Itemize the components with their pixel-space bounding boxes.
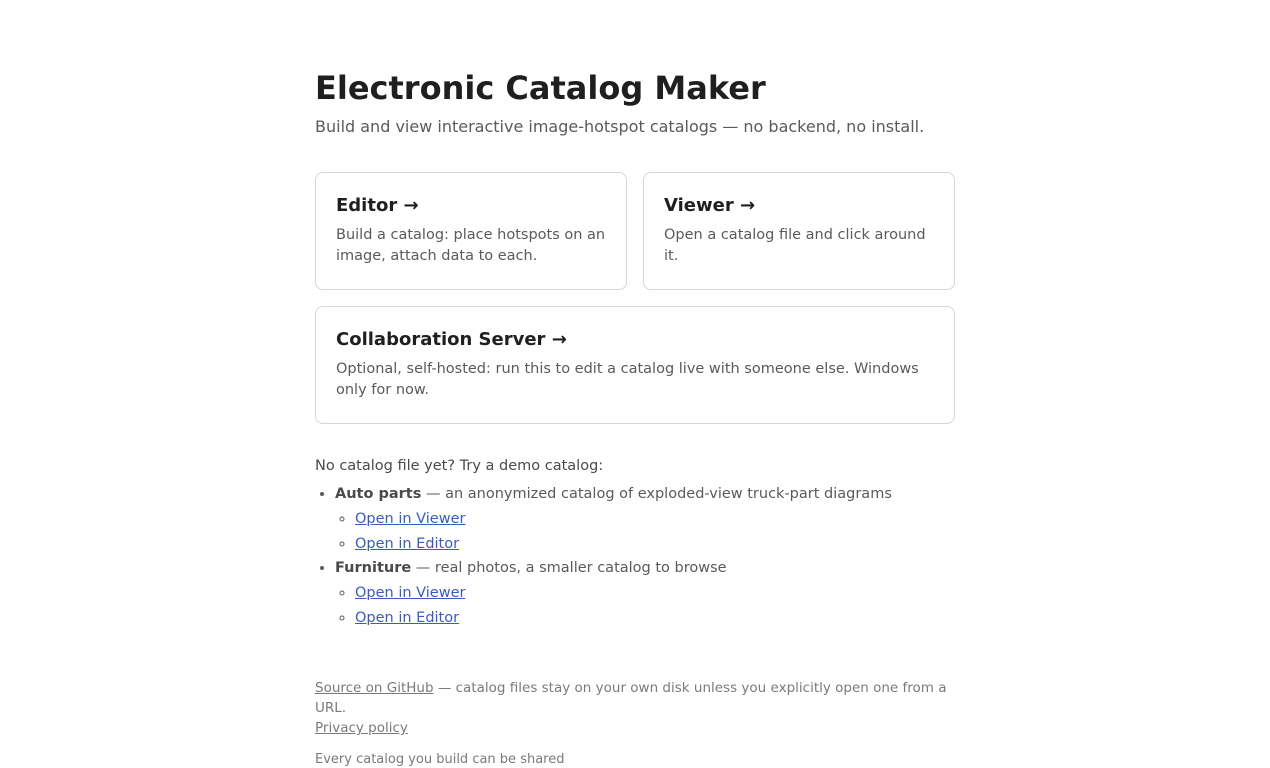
- editor-card-title: Editor →: [336, 195, 419, 216]
- list-item: [355, 583, 955, 603]
- collaboration-server-card[interactable]: [315, 306, 955, 424]
- collaboration-server-card-title: Collaboration Server →: [336, 329, 567, 350]
- furniture-open-viewer-link[interactable]: Open in Viewer: [355, 585, 466, 601]
- demo-list: [315, 484, 955, 628]
- demo-item-auto-parts: [335, 484, 955, 554]
- demo-description: — real photos, a smaller catalog to browse: [411, 560, 727, 576]
- auto-parts-open-editor-link[interactable]: Open in Editor: [355, 536, 460, 552]
- demo-description: — an anonymized catalog of exploded-view truck-part diagrams: [421, 486, 892, 502]
- list-item: [355, 534, 955, 554]
- demo-name: Furniture: [335, 560, 412, 576]
- viewer-card[interactable]: [643, 172, 955, 290]
- footer-privacy-line: [315, 718, 955, 738]
- privacy-policy-link[interactable]: Privacy policy: [315, 720, 408, 736]
- footer-cutoff-text: Every catalog you build can be shared: [315, 752, 565, 767]
- demo-name: Auto parts: [335, 486, 422, 502]
- collaboration-server-card-description: Optional, self-hosted: run this to edit a catalog live with someone else. Windows only for now.: [336, 361, 919, 398]
- footer-source-line: [315, 678, 955, 718]
- page-title: Electronic Catalog Maker: [315, 69, 766, 107]
- furniture-open-editor-link[interactable]: Open in Editor: [355, 610, 460, 626]
- list-item: [355, 608, 955, 628]
- editor-card[interactable]: [315, 172, 627, 290]
- auto-parts-open-viewer-link[interactable]: Open in Viewer: [355, 511, 466, 527]
- page-subtitle: Build and view interactive image-hotspot catalogs — no backend, no install.: [315, 117, 925, 136]
- footer: [315, 678, 955, 738]
- editor-card-description: Build a catalog: place hotspots on an image, attach data to each.: [336, 227, 606, 264]
- list-item: [355, 509, 955, 529]
- demo-intro: No catalog file yet? Try a demo catalog:: [315, 458, 604, 474]
- footer-source-note: — catalog files stay on your own disk unless you explicitly open one from a URL.: [315, 680, 947, 716]
- viewer-card-description: Open a catalog file and click around it.: [664, 227, 926, 264]
- viewer-card-title: Viewer →: [664, 195, 756, 216]
- source-github-link[interactable]: Source on GitHub: [315, 680, 434, 696]
- demo-item-furniture: [335, 558, 955, 628]
